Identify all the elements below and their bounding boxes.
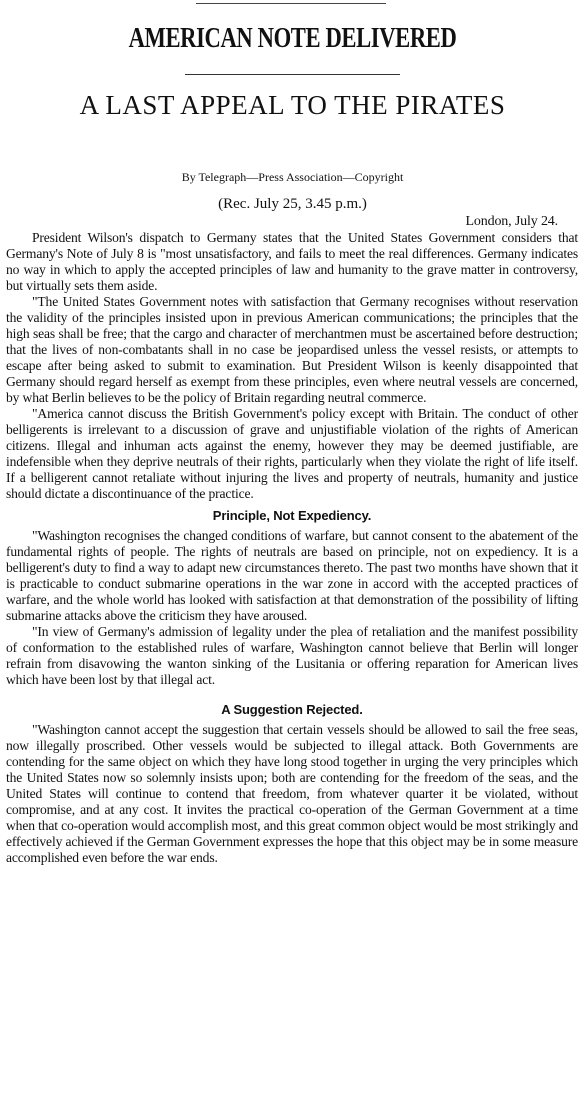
headline-divider bbox=[185, 74, 400, 75]
headline: AMERICAN NOTE DELIVERED bbox=[128, 22, 457, 54]
paragraph: "Washington cannot accept the suggestion that certain vessels should be allowed to sail the free seas, now illegally proscribed. Other vessels would be subjected to illegal attack. Both Governments are contending for the same object on which they have long stood together in urging the very principles which the United States now so solemnly insists upon; both are contending for the freedom of the seas, and the United States will continue to contend that freedom, from whatever quarter it be violated, without compromise, and at any cost. It invites the practical co-operation of the German Government at a time when that co-operation would accomplish most, and this great common object would be most strikingly and effectively achieved if the German Government expresses the hope that this object may be in some measure accomplished even before the war ends. bbox=[6, 722, 578, 865]
paragraph: "The United States Government notes with satisfaction that Germany recognises without reservation the validity of the principles insisted upon in previous American communications; the principles that the high seas shall be free; that the cargo and character of merchantmen must be ascertained before destruction; that the lives of non-combatants shall in no case be jeopardised unless the vessel resists, or attempts to escape after being asked to submit to examination. But President Wilson is keenly disappointed that Germany should regard herself as exempt from these principles, even where neutral vessels are concerned, by what Berlin believes to be the policy of Britain regarding neutral commerce. bbox=[6, 294, 578, 405]
paragraph: "In view of Germany's admission of legality under the plea of retaliation and the manifest possibility of conformation to the established rules of warfare, Washington cannot believe that Berlin will longer refrain from disavowing the wanton sinking of the Lusitania or offering reparation for American lives which have been lost by that illegal act. bbox=[6, 624, 578, 687]
section-heading: Principle, Not Expediency. bbox=[212, 508, 372, 523]
paragraph: "Washington recognises the changed conditions of warfare, but cannot consent to the abatement of the fundamental rights of people. The rights of neutrals are based on principle, not on expediency. It is a belligerent's duty to find a way to adapt new circumstances thereto. The past two months have shown that it is practicable to conduct submarine operations in the war zone in accord with the accepted practices of warfare, and the whole world has looked with satisfaction at that demonstration of the possibility of lifting submarine attacks above the criticism they have aroused. bbox=[6, 528, 578, 623]
paragraph: President Wilson's dispatch to Germany states that the United States Government considers that Germany's Note of July 8 is "most unsatisfactory, and fails to meet the real differences. Germany indicates no way in which to apply the accepted principles of law and humanity to the grave matter in controversy, but virtually sets them aside. bbox=[6, 230, 578, 293]
article-body bbox=[6, 214, 578, 866]
received-time: (Rec. July 25, 3.45 p.m.) bbox=[218, 196, 367, 212]
paragraph: "America cannot discuss the British Government's policy except with Britain. The conduct of other belligerents is irrelevant to a discussion of grave and unjustifiable violation of the rights of American citizens. Illegal and inhuman acts against the enemy, however they may be deemed justifiable, are indefensible when they deprive neutrals of their rights, particularly when they violate the right of life itself. If a belligerent cannot retaliate without injuring the lives and property of neutrals, humanity and justice should dictate a discontinuance of the practice. bbox=[6, 406, 578, 501]
section-heading: A Suggestion Rejected. bbox=[221, 702, 363, 717]
dateline: London, July 24. bbox=[465, 214, 558, 229]
subheadline: A LAST APPEAL TO THE PIRATES bbox=[79, 90, 506, 120]
top-rule bbox=[196, 3, 386, 4]
byline: By Telegraph—Press Association—Copyright bbox=[181, 170, 404, 184]
